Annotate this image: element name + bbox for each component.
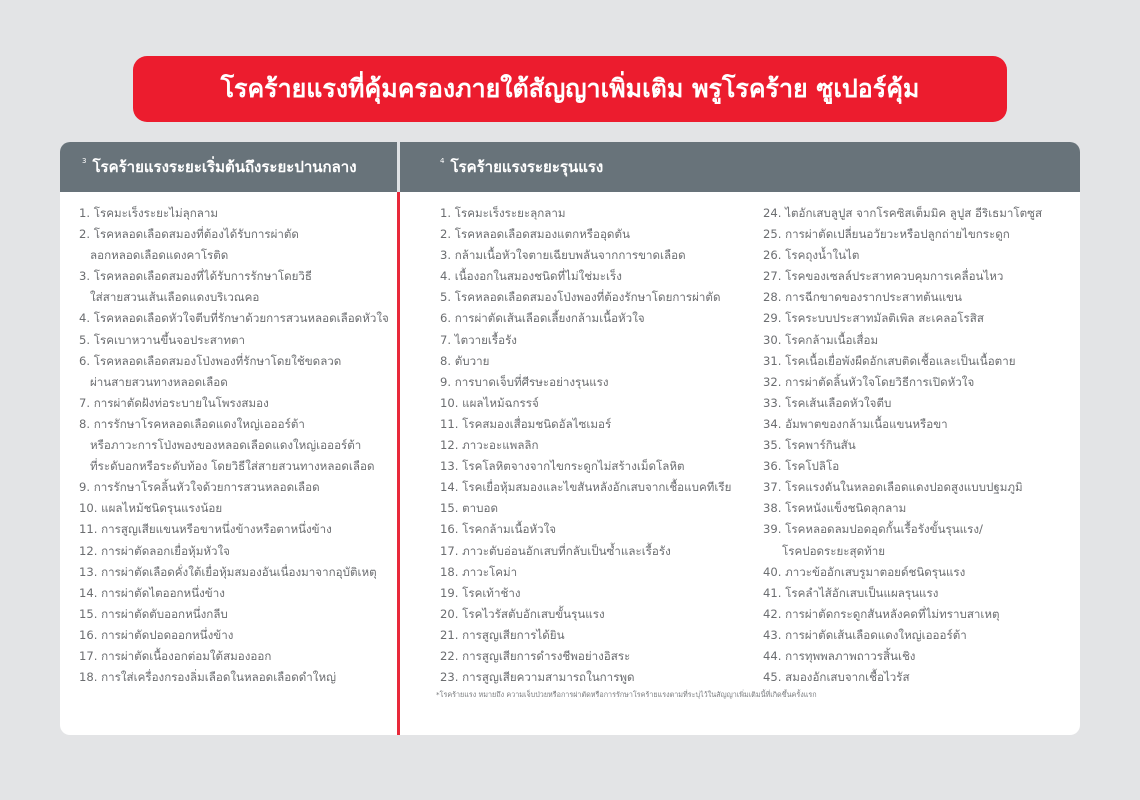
list-item-line xyxy=(763,245,1042,266)
list-item-text: โรคของเซลล์ประสาทควบคุมการเคลื่อนไหว xyxy=(785,269,1004,284)
list-item xyxy=(763,435,1042,456)
list-item-number: 40. xyxy=(763,564,786,579)
section-superscript: 3 xyxy=(82,157,87,165)
list-item-text: โรคลำไส้อักเสบเป็นแผลรุนแรง xyxy=(785,585,939,600)
panel-header xyxy=(60,142,1080,192)
list-item xyxy=(79,330,389,351)
list-item-line xyxy=(79,393,389,414)
list-item xyxy=(440,667,731,688)
list-item xyxy=(79,625,389,646)
list-item-line xyxy=(763,583,1042,604)
list-item-text: โรคเบาหวานขึ้นจอประสาทตา xyxy=(93,332,246,347)
header-divider xyxy=(397,142,400,192)
list-item xyxy=(763,224,1042,245)
list-item-number: 16. xyxy=(79,627,102,642)
list-item xyxy=(763,330,1042,351)
list-item-number: 28. xyxy=(763,290,786,305)
list-item-text: โรคหลอดเลือดสมองที่ต้องได้รับการผ่าตัด xyxy=(93,227,299,242)
list-item-line xyxy=(763,351,1042,372)
list-item-continuation: ผ่านสายสวนทางหลอดเลือด xyxy=(90,374,228,389)
list-item-number: 3. xyxy=(79,269,94,284)
list-item-line xyxy=(79,203,389,224)
list-item-text: โรคหนังแข็งชนิดลุกลาม xyxy=(785,501,907,516)
list-item-line xyxy=(440,477,731,498)
list-item xyxy=(440,625,731,646)
list-item-number: 19. xyxy=(440,585,463,600)
list-item-text: โรคมะเร็งระยะไม่ลุกลาม xyxy=(93,206,219,220)
section-heading-severe xyxy=(440,142,603,192)
list-item-number: 8. xyxy=(440,353,455,368)
list-item-line xyxy=(79,224,389,245)
list-item xyxy=(440,372,731,393)
list-item-text: การสูญเสียการดำรงชีพอย่างอิสระ xyxy=(462,648,631,663)
list-item xyxy=(440,604,731,625)
section-divider xyxy=(397,192,400,735)
list-item-text: การผ่าตัดเปลี่ยนอวัยวะหรือปลูกถ่ายไขกระดูก xyxy=(785,227,1010,242)
list-item xyxy=(763,266,1042,287)
list-item-text: การผ่าตัดปอดออกหนึ่งข้าง xyxy=(101,627,234,642)
list-item xyxy=(440,541,731,562)
list-item-text: โรคสมองเสื่อมชนิดอัลไซเมอร์ xyxy=(462,416,612,431)
list-item-number: 12. xyxy=(440,438,463,453)
list-item-line xyxy=(763,266,1042,287)
footnote: *โรคร้ายแรง หมายถึง ความเจ็บป่วยหรือการผ่าตัดหรือการรักษาโรคร้ายแรงตามที่ระบุไว้ในสัญญาเพิ่มเติมนี้ที่เกิดขึ้นครั้งแรก xyxy=(436,690,817,699)
list-item-number: 7. xyxy=(440,332,455,347)
list-item-text: โรคหลอดเลือดสมองโป่งพองที่ต้องรักษาโดยการผ่าตัด xyxy=(454,290,721,305)
list-item-line xyxy=(763,562,1042,583)
list-item-line xyxy=(79,541,389,562)
list-item-text: แผลไหม้ชนิดรุนแรงน้อย xyxy=(101,501,223,516)
list-item xyxy=(763,287,1042,308)
list-item-text: การผ่าตัดเส้นเลือดแดงใหญ่เอออร์ต้า xyxy=(785,627,967,642)
list-item xyxy=(440,519,731,540)
list-item-line xyxy=(79,266,389,287)
list-item-line xyxy=(763,393,1042,414)
list-item-number: 9. xyxy=(79,480,94,495)
list-item-number: 42. xyxy=(763,606,786,621)
list-item-text: ตับวาย xyxy=(454,353,490,368)
list-item-line xyxy=(440,224,731,245)
list-item-text: ภาวะโคม่า xyxy=(462,564,518,579)
list-item-text: การทุพพลภาพถาวรสิ้นเชิง xyxy=(785,648,916,663)
list-item-number: 3. xyxy=(440,248,455,263)
list-item-line xyxy=(763,330,1042,351)
list-item xyxy=(79,562,389,583)
list-item-line xyxy=(763,519,1042,540)
list-item-text: โรคหลอดเลือดสมองที่ได้รับการรักษาโดยวิธี xyxy=(93,269,312,284)
list-item-line xyxy=(763,667,1042,688)
list-item-continuation: ที่ระดับอกหรือระดับท้อง โดยวิธีใส่สายสวนทางหลอดเลือด xyxy=(90,459,375,474)
list-item-text: โรคถุงน้ำในไต xyxy=(785,248,860,263)
list-item-number: 30. xyxy=(763,332,786,347)
list-item-number: 27. xyxy=(763,269,786,284)
title-banner xyxy=(133,56,1007,122)
list-item-line xyxy=(79,498,389,519)
list-item-number: 6. xyxy=(440,311,455,326)
list-item-line xyxy=(79,604,389,625)
list-item-text: ไตอักเสบลูปูส จากโรคซิสเต็มมิค ลูปูส อีริเธมาโตซูส xyxy=(785,206,1043,220)
list-item xyxy=(763,351,1042,372)
list-item-line xyxy=(763,498,1042,519)
list-item-number: 22. xyxy=(440,648,463,663)
list-item-text: โรคกล้ามเนื้อเสื่อม xyxy=(785,332,879,347)
list-item-number: 35. xyxy=(763,438,786,453)
list-item-line xyxy=(440,308,731,329)
list-item-number: 2. xyxy=(440,227,455,242)
list-item-text: ภาวะอะแพลลิก xyxy=(462,438,539,453)
list-item-text: โรคโปลิโอ xyxy=(785,459,840,474)
list-item-number: 13. xyxy=(79,564,102,579)
list-item-number: 2. xyxy=(79,227,94,242)
list-item-line xyxy=(440,372,731,393)
list-item-text: โรคมะเร็งระยะลุกลาม xyxy=(454,206,566,220)
list-item-number: 5. xyxy=(79,332,94,347)
list-item xyxy=(79,351,389,393)
list-item xyxy=(440,414,731,435)
list-item-line xyxy=(440,541,731,562)
list-item xyxy=(79,414,389,477)
list-item xyxy=(440,456,731,477)
list-item-text: การสูญเสียความสามารถในการพูด xyxy=(462,670,635,685)
list-item-number: 25. xyxy=(763,227,786,242)
list-item-line xyxy=(440,351,731,372)
list-item-line xyxy=(440,519,731,540)
list-item xyxy=(763,372,1042,393)
list-item-number: 41. xyxy=(763,585,786,600)
list-early-moderate xyxy=(79,203,389,688)
list-item-number: 7. xyxy=(79,395,94,410)
list-item-line xyxy=(79,583,389,604)
list-item-number: 17. xyxy=(79,648,102,663)
list-item xyxy=(79,519,389,540)
list-item-text: การผ่าตัดไตออกหนึ่งข้าง xyxy=(101,585,225,600)
list-item-line xyxy=(763,203,1042,224)
list-item-line xyxy=(440,625,731,646)
list-item xyxy=(440,393,731,414)
list-item-line xyxy=(79,477,389,498)
list-item-line xyxy=(440,667,731,688)
list-item-text: เนื้องอกในสมองชนิดที่ไม่ใช่มะเร็ง xyxy=(454,269,622,284)
list-item xyxy=(440,266,731,287)
list-item xyxy=(440,562,731,583)
list-item-number: 14. xyxy=(440,480,463,495)
list-item-number: 18. xyxy=(440,564,463,579)
list-item xyxy=(763,477,1042,498)
section-heading-text: โรคร้ายแรงระยะเริ่มต้นถึงระยะปานกลาง xyxy=(92,158,357,176)
list-item-text: สมองอักเสบจากเชื้อไวรัส xyxy=(785,670,910,685)
list-item-text: ไตวายเรื้อรัง xyxy=(454,332,517,347)
list-item xyxy=(763,519,1042,561)
list-item-text: โรคพาร์กินสัน xyxy=(785,438,856,453)
list-item-text: กล้ามเนื้อหัวใจตายเฉียบพลันจากการขาดเลือด xyxy=(454,248,686,263)
list-item-line xyxy=(440,330,731,351)
list-item-line xyxy=(763,224,1042,245)
list-item-number: 44. xyxy=(763,648,786,663)
list-item xyxy=(79,583,389,604)
list-item xyxy=(440,583,731,604)
list-item-number: 45. xyxy=(763,670,786,685)
list-item-line xyxy=(440,562,731,583)
list-item-text: การรักษาโรคหลอดเลือดแดงใหญ่เอออร์ต้า xyxy=(93,416,305,431)
list-item-line xyxy=(79,562,389,583)
list-item xyxy=(440,435,731,456)
list-item-number: 11. xyxy=(440,416,463,431)
list-item-line xyxy=(79,625,389,646)
list-item-number: 36. xyxy=(763,459,786,474)
list-item-line xyxy=(763,625,1042,646)
list-item-text: โรคระบบประสาทมัลติเพิล สะเคลอโรสิส xyxy=(785,311,984,326)
list-item-line xyxy=(440,414,731,435)
list-item-number: 1. xyxy=(79,206,94,220)
list-item xyxy=(763,583,1042,604)
list-item-text: การรักษาโรคลิ้นหัวใจด้วยการสวนหลอดเลือด xyxy=(93,480,320,495)
list-item-text: การผ่าตัดลิ้นหัวใจโดยวิธีการเปิดหัวใจ xyxy=(785,374,975,389)
section-heading-text: โรคร้ายแรงระยะรุนแรง xyxy=(450,158,604,176)
list-item-text: อัมพาตของกล้ามเนื้อแขนหรือขา xyxy=(785,416,948,431)
list-item xyxy=(79,393,389,414)
list-item-number: 29. xyxy=(763,311,786,326)
list-item-text: การผ่าตัดเนื้องอกต่อมใต้สมองออก xyxy=(101,648,272,663)
list-severe-part2 xyxy=(763,203,1042,688)
list-item-text: การใส่เครื่องกรองลิ่มเลือดในหลอดเลือดดำใหญ่ xyxy=(101,670,336,685)
list-item-number: 6. xyxy=(79,353,94,368)
list-item-text: ภาวะข้ออักเสบรูมาตอยด์ชนิดรุนแรง xyxy=(785,564,966,579)
list-item-number: 34. xyxy=(763,416,786,431)
list-item-number: 24. xyxy=(763,206,786,220)
list-item-line xyxy=(79,519,389,540)
list-item-text: แผลไหม้ฉกรรจ์ xyxy=(462,395,539,410)
list-item xyxy=(79,266,389,308)
list-item-line xyxy=(440,245,731,266)
list-item xyxy=(440,498,731,519)
list-item-line xyxy=(763,477,1042,498)
list-item-number: 37. xyxy=(763,480,786,495)
list-item-line xyxy=(440,604,731,625)
list-item-number: 4. xyxy=(440,269,455,284)
list-item-number: 15. xyxy=(79,606,102,621)
list-item-number: 39. xyxy=(763,522,786,537)
page-title: โรคร้ายแรงที่คุ้มครองภายใต้สัญญาเพิ่มเติม พรูโรคร้าย ซูเปอร์คุ้ม xyxy=(220,74,920,103)
list-item-number: 16. xyxy=(440,522,463,537)
list-item-line xyxy=(440,498,731,519)
list-item-text: การสูญเสียแขนหรือขาหนึ่งข้างหรือตาหนึ่งข้าง xyxy=(101,522,332,537)
list-severe-part1 xyxy=(440,203,731,688)
list-item-line xyxy=(763,456,1042,477)
section-superscript: 4 xyxy=(440,157,445,165)
list-item-text: การผ่าตัดฝังท่อระบายในโพรงสมอง xyxy=(93,395,269,410)
list-item xyxy=(440,245,731,266)
list-item xyxy=(763,498,1042,519)
list-item-text: โรคหลอดลมปอดอุดกั้นเรื้อรังขั้นรุนแรง/ xyxy=(785,522,983,537)
list-item-line xyxy=(79,330,389,351)
list-item-continuation: หรือภาวะการโป่งพองของหลอดเลือดแดงใหญ่เอออร์ต้า xyxy=(90,438,362,453)
list-item xyxy=(440,203,731,224)
list-item-number: 8. xyxy=(79,416,94,431)
list-item-number: 12. xyxy=(79,543,102,558)
list-item-number: 43. xyxy=(763,627,786,642)
list-item-number: 32. xyxy=(763,374,786,389)
list-item-text: โรคเนื้อเยื่อพังผืดอักเสบติดเชื้อและเป็นเนื้อตาย xyxy=(785,353,1016,368)
list-item-line xyxy=(79,308,389,329)
list-item-line xyxy=(763,414,1042,435)
list-item-text: โรคกล้ามเนื้อหัวใจ xyxy=(462,522,557,537)
list-item-text: โรคแรงดันในหลอดเลือดแดงปอดสูงแบบปฐมภูมิ xyxy=(785,480,1023,495)
list-item xyxy=(440,287,731,308)
list-item-number: 21. xyxy=(440,627,463,642)
list-item-number: 13. xyxy=(440,459,463,474)
list-item-line xyxy=(440,646,731,667)
list-item xyxy=(763,562,1042,583)
list-item xyxy=(79,498,389,519)
list-item-line xyxy=(763,646,1042,667)
list-item-number: 23. xyxy=(440,670,463,685)
list-item-text: โรคหลอดเลือดสมองแตกหรืออุดตัน xyxy=(454,227,630,242)
list-item xyxy=(440,351,731,372)
list-item-text: โรคไวรัสตับอักเสบขั้นรุนแรง xyxy=(462,606,605,621)
list-item-line xyxy=(440,203,731,224)
list-item xyxy=(763,245,1042,266)
list-item-text: การผ่าตัดลอกเยื่อหุ้มหัวใจ xyxy=(101,543,230,558)
list-item xyxy=(79,604,389,625)
list-item-line xyxy=(440,583,731,604)
list-item-text: โรคโลหิตจางจากไขกระดูกไม่สร้างเม็ดโลหิต xyxy=(462,459,685,474)
list-item-continuation: ลอกหลอดเลือดแดงคาโรติด xyxy=(90,248,229,263)
list-item-number: 14. xyxy=(79,585,102,600)
list-item-line xyxy=(79,667,389,688)
list-item-line xyxy=(440,266,731,287)
list-item-number: 33. xyxy=(763,395,786,410)
list-item-line xyxy=(763,372,1042,393)
list-item xyxy=(763,308,1042,329)
list-item xyxy=(440,646,731,667)
list-item-line xyxy=(763,604,1042,625)
list-item-line xyxy=(763,287,1042,308)
list-item-line xyxy=(440,287,731,308)
list-item-number: 5. xyxy=(440,290,455,305)
list-item-number: 11. xyxy=(79,522,102,537)
list-item-number: 9. xyxy=(440,374,455,389)
list-item-line xyxy=(79,646,389,667)
list-item-continuation: ใส่สายสวนเส้นเลือดแดงบริเวณคอ xyxy=(90,290,260,305)
list-item-text: โรคเยื่อหุ้มสมองและไขสันหลังอักเสบจากเชื้อแบคทีเรีย xyxy=(462,480,732,495)
list-item xyxy=(763,456,1042,477)
coverage-panel xyxy=(60,142,1080,735)
list-item-line xyxy=(763,308,1042,329)
list-item-text: การผ่าตัดกระดูกสันหลังคดที่ไม่ทราบสาเหตุ xyxy=(785,606,1000,621)
list-item xyxy=(763,414,1042,435)
list-item-line xyxy=(440,435,731,456)
list-item-text: ตาบอด xyxy=(462,501,499,516)
list-item-text: การฉีกขาดของรากประสาทต้นแขน xyxy=(785,290,962,305)
list-item-text: โรคเท้าช้าง xyxy=(462,585,521,600)
list-item xyxy=(440,330,731,351)
list-item-text: การบาดเจ็บที่ศีรษะอย่างรุนแรง xyxy=(454,374,609,389)
list-item xyxy=(763,625,1042,646)
list-item-line xyxy=(440,456,731,477)
list-item xyxy=(79,477,389,498)
list-item xyxy=(763,646,1042,667)
list-item-line xyxy=(763,435,1042,456)
list-item-number: 1. xyxy=(440,206,455,220)
list-item-number: 26. xyxy=(763,248,786,263)
list-item-continuation: โรคปอดระยะสุดท้าย xyxy=(782,543,886,558)
list-item-number: 38. xyxy=(763,501,786,516)
list-item-text: การผ่าตัดเลือดคั่งใต้เยื่อหุ้มสมองอันเนื่องมาจากอุบัติเหตุ xyxy=(101,564,377,579)
list-item xyxy=(79,308,389,329)
list-item xyxy=(79,224,389,266)
list-item-line xyxy=(79,351,389,372)
list-item xyxy=(79,541,389,562)
section-heading-early-moderate xyxy=(82,142,357,192)
list-item-number: 10. xyxy=(440,395,463,410)
list-item xyxy=(763,667,1042,688)
list-item xyxy=(440,477,731,498)
list-item xyxy=(79,646,389,667)
list-item-text: โรคหลอดเลือดสมองโป่งพองที่รักษาโดยใช้ขดลวด xyxy=(93,353,342,368)
list-item-text: ภาวะตับอ่อนอักเสบที่กลับเป็นซ้ำและเรื้อรัง xyxy=(462,543,671,558)
list-item xyxy=(440,308,731,329)
list-item xyxy=(763,203,1042,224)
list-item-text: โรคหลอดเลือดหัวใจตีบที่รักษาด้วยการสวนหลอดเลือดหัวใจ xyxy=(93,311,389,326)
list-item-number: 31. xyxy=(763,353,786,368)
list-item-number: 10. xyxy=(79,501,102,516)
list-item-line xyxy=(440,393,731,414)
list-item xyxy=(763,393,1042,414)
list-item-number: 17. xyxy=(440,543,463,558)
list-item-line xyxy=(79,414,389,435)
list-item-number: 15. xyxy=(440,501,463,516)
list-item xyxy=(79,203,389,224)
list-item-text: การผ่าตัดเส้นเลือดเลี้ยงกล้ามเนื้อหัวใจ xyxy=(454,311,645,326)
list-item-number: 18. xyxy=(79,670,102,685)
list-item-number: 20. xyxy=(440,606,463,621)
list-item xyxy=(763,604,1042,625)
list-item-text: โรคเส้นเลือดหัวใจตีบ xyxy=(785,395,892,410)
list-item xyxy=(440,224,731,245)
list-item-text: การสูญเสียการได้ยิน xyxy=(462,627,565,642)
list-item-text: การผ่าตัดตับออกหนึ่งกลีบ xyxy=(101,606,228,621)
list-item xyxy=(79,667,389,688)
list-item-number: 4. xyxy=(79,311,94,326)
